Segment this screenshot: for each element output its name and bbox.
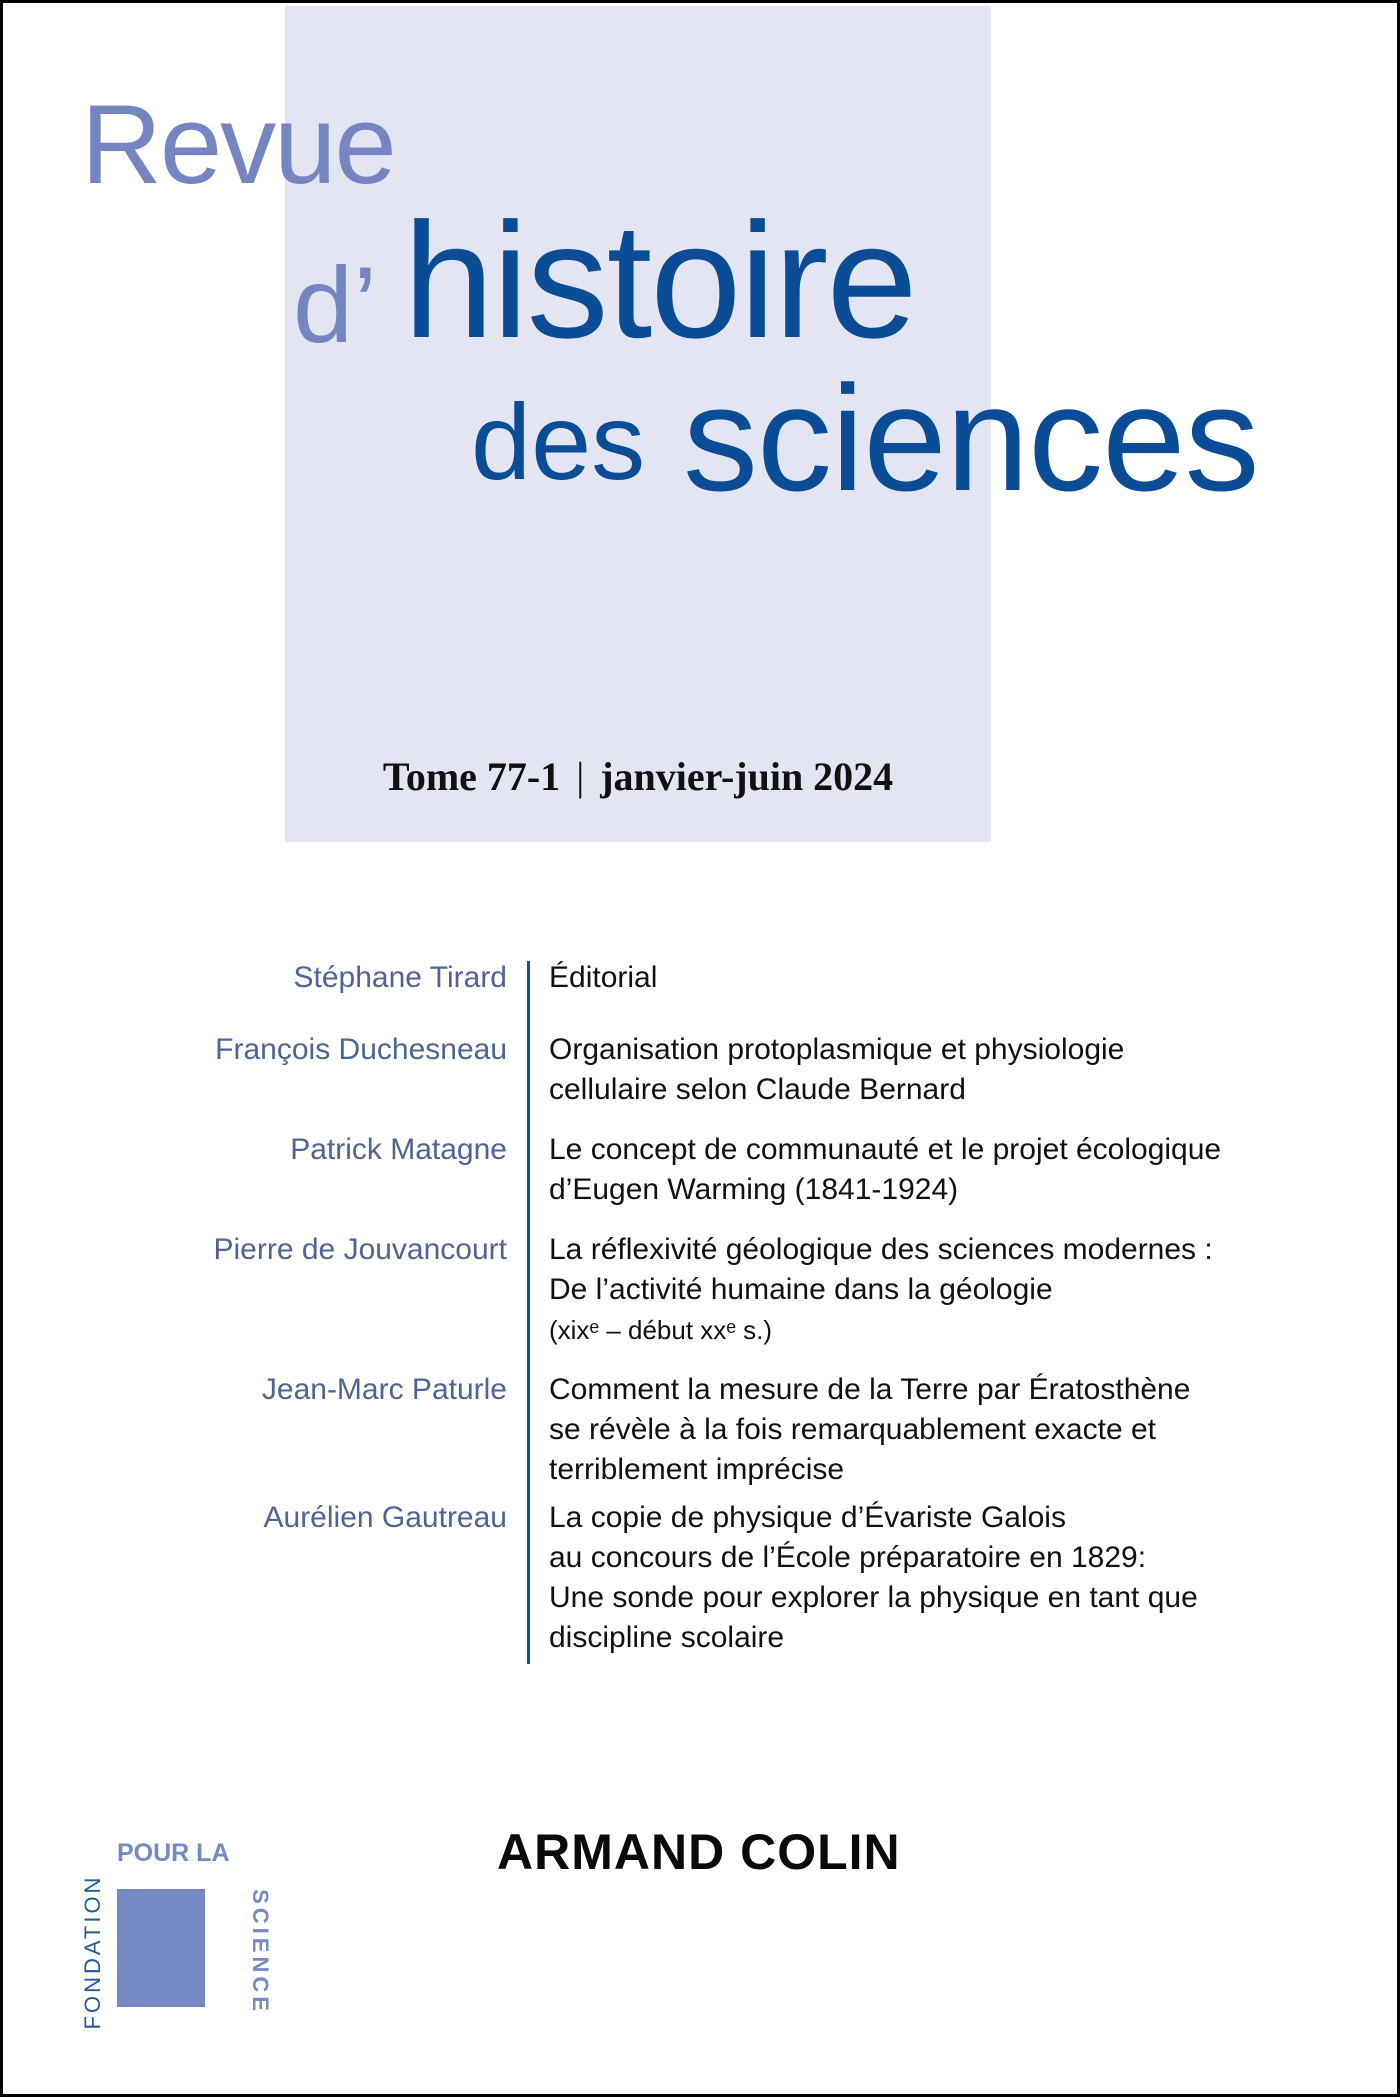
toc-article-title [549, 1370, 1349, 1490]
toc-article-title [549, 1030, 1349, 1110]
issue-period: janvier-juin 2024 [600, 754, 894, 799]
issue-separator: | [576, 754, 585, 799]
logo-square-icon [117, 1889, 205, 2007]
publisher-name: ARMAND COLIN [497, 1824, 901, 1880]
toc-article-title [549, 1230, 1349, 1350]
toc-article-title [549, 958, 1349, 998]
fondation-pour-la-science-logo [75, 1839, 273, 2030]
article-title-line: au concours de l’École préparatoire en 1829: [549, 1541, 1147, 1574]
article-title-line: discipline scolaire [549, 1621, 785, 1654]
article-title-line: cellulaire selon Claude Bernard [549, 1073, 966, 1106]
toc-author: Pierre de Jouvancourt [213, 1233, 507, 1266]
title-des: des [471, 381, 646, 502]
toc-author: Jean-Marc Paturle [261, 1373, 507, 1406]
article-title-line: La copie de physique d’Évariste Galois [549, 1501, 1066, 1534]
article-title-line: Le concept de communauté et le projet écologique [549, 1133, 1222, 1166]
toc-author: Aurélien Gautreau [263, 1501, 507, 1534]
article-title-line: Éditorial [549, 961, 658, 994]
logo-text-pour-la: POUR LA [117, 1839, 230, 1867]
toc-article-title [549, 1498, 1349, 1658]
article-title-line: terriblement imprécise [549, 1453, 845, 1486]
title-d-prefix: d’ [293, 244, 378, 365]
issue-tome: Tome 77-1 [382, 754, 561, 799]
toc-divider [527, 961, 530, 1664]
article-title-line: Organisation protoplasmique et physiologie [549, 1033, 1125, 1066]
article-title-line: De l’activité humaine dans la géologie [549, 1273, 1053, 1306]
logo-text-science: SCIENCE [248, 1889, 273, 2015]
article-title-line: d’Eugen Warming (1841-1924) [549, 1173, 959, 1206]
article-title-line: se révèle à la fois remarquablement exacte et [549, 1413, 1156, 1446]
article-title-line: (xixᵉ – début xxᵉ s.) [549, 1315, 773, 1345]
article-title-line: Une sonde pour explorer la physique en tant que [549, 1581, 1198, 1614]
issue-info [285, 753, 991, 800]
title-sciences: sciences [683, 354, 1259, 522]
title-histoire: histoire [403, 189, 916, 372]
article-title-line: La réflexivité géologique des sciences modernes : [549, 1233, 1213, 1266]
toc-author: François Duchesneau [215, 1033, 507, 1066]
toc-author: Stéphane Tirard [293, 961, 507, 994]
toc-article-title [549, 1130, 1349, 1210]
article-title-line: Comment la mesure de la Terre par Ératosthène [549, 1373, 1191, 1406]
toc-author: Patrick Matagne [290, 1133, 507, 1166]
title-revue: Revue [81, 82, 395, 207]
logo-text-fondation: FONDATION [80, 1874, 105, 2030]
